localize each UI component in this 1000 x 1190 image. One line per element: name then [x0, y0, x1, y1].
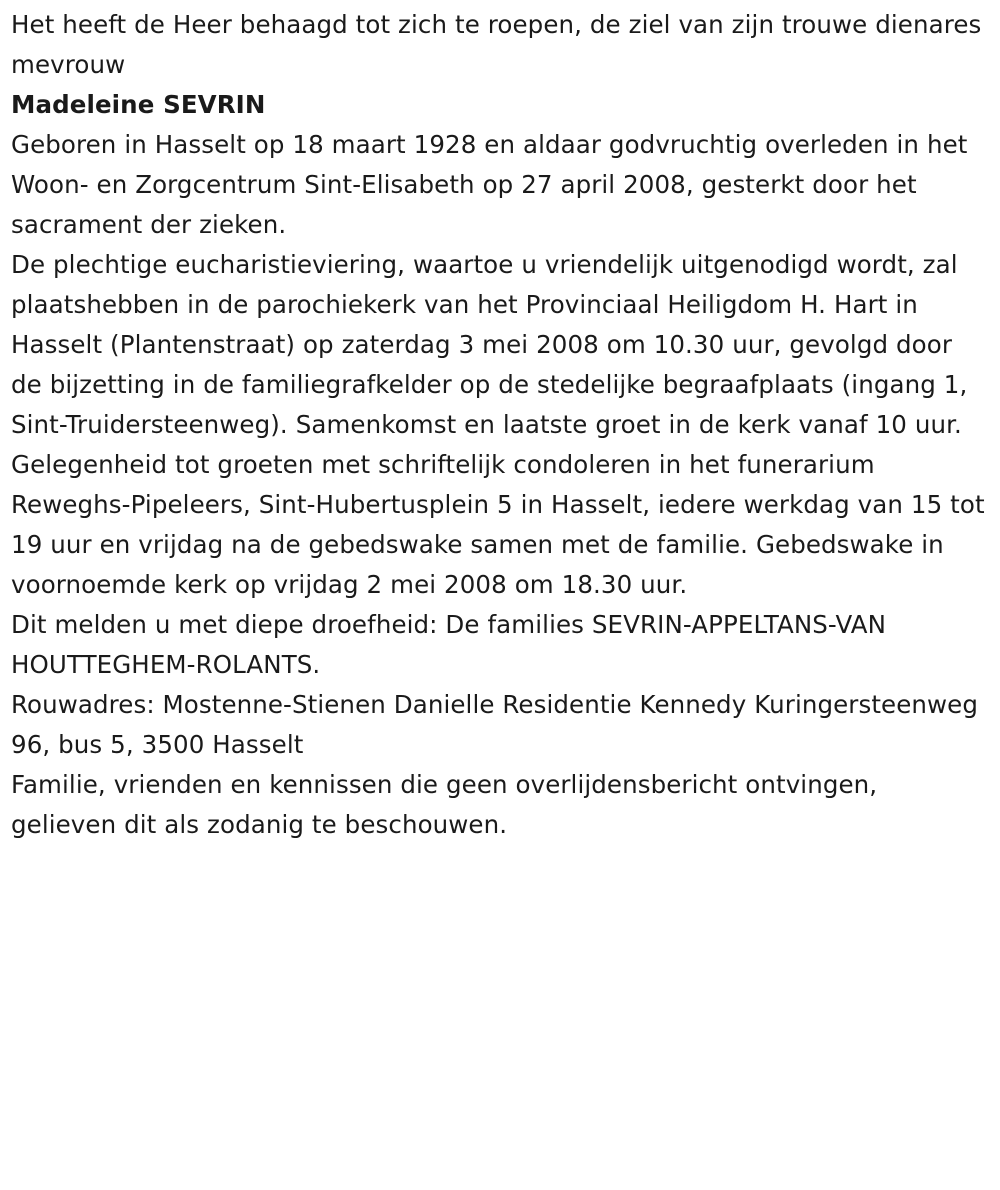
honorific: mevrouw [11, 50, 126, 79]
birth-death-paragraph: Geboren in Hasselt op 18 maart 1928 en aldaar godvruchtig overleden in het Woon- en Zorgcentrum Sint-Elisabeth op 27 april 2008, gesterkt door het sacrament der zieken. [11, 130, 968, 239]
mourning-address: Rouwadres: Mostenne-Stienen Danielle Residentie Kennedy Kuringersteenweg 96, bus 5, 3500 Hasselt [11, 690, 978, 759]
deceased-name: Madeleine SEVRIN [11, 90, 266, 119]
ceremony-paragraph: De plechtige eucharistieviering, waartoe u vriendelijk uitgenodigd wordt, zal plaatshebben in de parochiekerk van het Provinciaal Heiligdom H. Hart in Hasselt (Plantenstraat) op zaterdag 3 mei 2008 om 10.30 uur, gevolgd door de bijzetting in de familiegrafkelder op de stedelijke begraafplaats (ingang 1, Sint-Truidersteenweg). Samenkomst en laatste groet in de kerk vanaf 10 uur. Gelegenheid tot groeten met schriftelijk condoleren in het funerarium Reweghs-Pipeleers, Sint-Hubertusplein 5 in Hasselt, iedere werkdag van 15 tot 19 uur en vrijdag na de gebedswake samen met de familie. Gebedswake in voornoemde kerk op vrijdag 2 mei 2008 om 18.30 uur. [11, 250, 985, 599]
closing-paragraph: Familie, vrienden en kennissen die geen overlijdensbericht ontvingen, gelieven dit als zodanig te beschouwen. [11, 770, 878, 839]
announcement-paragraph: Dit melden u met diepe droefheid: De families SEVRIN-APPELTANS-VAN HOUTTEGHEM-ROLANTS. [11, 610, 887, 679]
intro-paragraph: Het heeft de Heer behaagd tot zich te roepen, de ziel van zijn trouwe dienares [11, 10, 982, 39]
